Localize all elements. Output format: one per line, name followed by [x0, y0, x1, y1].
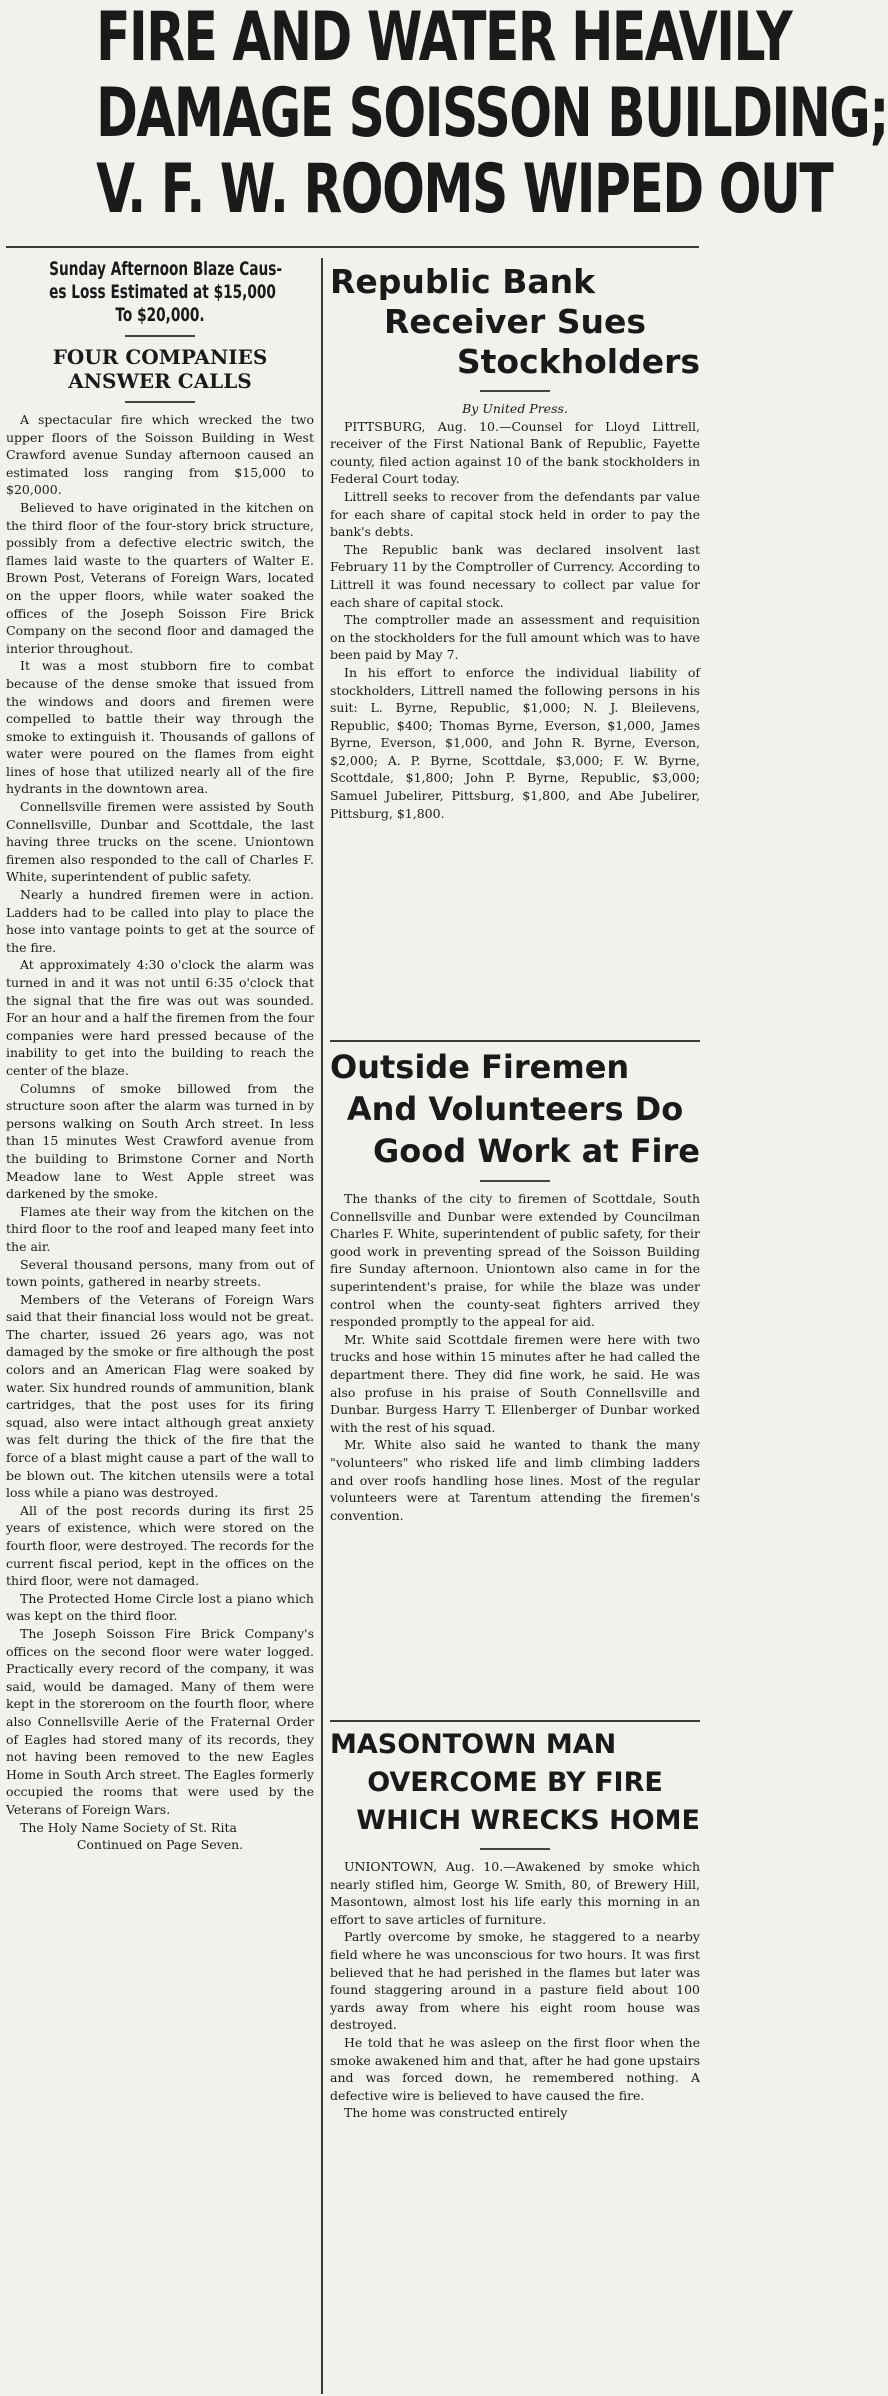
article-paragraph: The Republic bank was declared insolvent last February 11 by the Comptroller of Currency. According to Littrell it was found necessary to collect par value for each share of capital stock.: [330, 541, 700, 610]
article-paragraph: The home was constructed entirely: [344, 2105, 568, 2121]
firemen-headline-2: And Volunteers Do: [346, 1090, 684, 1128]
continued-note: Continued on Page Seven.: [76, 1837, 244, 1853]
article-paragraph: It was a most stubborn fire to combat because of the dense smoke that issued from the windows and doors and firemen were compelled to battle their way through the smoke to extinguish it. Thousands of gallons of water were poured on the flames from eight lines of hose that utilized nearly all of the fire hydrants in the downtown area.: [6, 658, 314, 797]
main-headline: [6, 0, 888, 232]
article-paragraph: Nearly a hundred firemen were in action. Ladders had to be called into play to place the hose into vantage points to get at the source of the fire.: [6, 887, 314, 955]
firemen-headline-3: Good Work at Fire: [373, 1132, 700, 1170]
article-paragraph: All of the post records during its first 25 years of existence, which were stored on the fourth floor, were destroyed. The records for the current fiscal period, kept in the offices on the third floor, were not damaged.: [6, 1502, 314, 1589]
deck-line-2: es Loss Estimated at $15,000: [49, 281, 276, 303]
main-article-body: [6, 411, 314, 1854]
article-paragraph: Flames ate their way from the kitchen on the third floor to the roof and leaped many feet into the air.: [6, 1203, 314, 1254]
firemen-article: [330, 1046, 700, 1716]
main-headline-line-1: FIRE AND WATER HEAVILY: [96, 0, 792, 77]
article-paragraph: The Joseph Soisson Fire Brick Company's offices on the second floor were water logged. Practically every record of the company, it was said, would be damaged. Many of them were kept in the storeroom on the fourth floor, where also Connellsville Aerie of the Fraternal Order of Eagles had stored many of its records, they not having been removed to the new Eagles Home in South Arch street. The Eagles formerly occupied the rooms that were used by the Veterans of Foreign Wars.: [6, 1625, 314, 1817]
column-rule: [321, 258, 323, 2394]
section-rule-2: [330, 1720, 700, 1722]
article-paragraph: The Holy Name Society of St. Rita: [20, 1819, 237, 1835]
deck-line-3: To $20,000.: [115, 304, 205, 326]
article-paragraph: In his effort to enforce the individual liability of stockholders, Littrell named the following persons in his suit: L. Byrne, Republic, $1,000; N. J. Bleilevens, Republic, $400; Thomas Byrne, Everson, $1,000, James Byrne, Everson, $1,000, and John R. Byrne, Everson, $2,000; A. P. Byrne, Scottdale, $3,000; F. W. Byrne, Scottdale, $1,800; John P. Byrne, Republic, $3,000; Samuel Jubelirer, Pittsburg, $1,800, and Abe Jubelirer, Pittsburg, $1,800.: [330, 664, 700, 821]
article-paragraph: Mr. White also said he wanted to thank the many "volunteers" who risked life and limb climbing ladders and over roofs handling hose lines. Most of the regular volunteers were at Tarentum attending the firemen's convention.: [330, 1437, 700, 1523]
masontown-headline-3: WHICH WRECKS HOME: [356, 1805, 700, 1836]
republic-headline: Republic Bank: [330, 262, 596, 301]
republic-byline: By United Press.: [462, 401, 568, 416]
masontown-separator: [480, 1848, 550, 1850]
republic-article: [330, 262, 700, 1036]
firemen-separator: [480, 1180, 550, 1182]
article-paragraph: Columns of smoke billowed from the structure soon after the alarm was turned in by persons walking on South Arch street. In less than 15 minutes West Crawford avenue from the building to Brimstone Corner and North Meadow lane to West Apple street was darkened by the smoke.: [6, 1080, 314, 1202]
article-paragraph: A spectacular fire which wrecked the two upper floors of the Soisson Building in West Crawford avenue Sunday afternoon caused an estimated loss ranging from $15,000 to $20,000.: [6, 412, 314, 498]
article-paragraph: Several thousand persons, many from out of town points, gathered in nearby streets.: [6, 1256, 314, 1290]
right-column: [330, 262, 700, 2394]
article-paragraph: PITTSBURG, Aug. 10.—Counsel for Lloyd Littrell, receiver of the First National Bank of Republic, Fayette county, filed action against 10 of the bank stockholders in Federal Court today.: [330, 418, 700, 487]
article-paragraph: At approximately 4:30 o'clock the alarm was turned in and it was not until 6:35 o'clock that the signal that the fire was out was sounded. For an hour and a half the firemen from the four companies were hard pressed because of the inability to get into the building to reach the center of the blaze.: [6, 957, 314, 1078]
main-headline-line-3: V. F. W. ROOMS WIPED OUT: [96, 150, 833, 229]
republic-headline-2: Receiver Sues: [384, 302, 646, 341]
section-rule-1: [330, 1040, 700, 1042]
masthead-rule: [6, 246, 699, 248]
masontown-headline-2: OVERCOME BY FIRE: [367, 1767, 663, 1798]
article-paragraph: The Protected Home Circle lost a piano which was kept on the third floor.: [6, 1590, 314, 1624]
article-paragraph: The thanks of the city to firemen of Scottdale, South Connellsville and Dunbar were extended by Councilman Charles F. White, superintendent of public safety, for their good work in preventing spread of the Soisson Building fire Sunday afternoon. Uniontown also came in for the superintendent's praise, for while the blaze was under control when the county-seat fighters arrived they responded promptly to the appeal for aid.: [330, 1191, 700, 1330]
article-paragraph: He told that he was asleep on the first floor when the smoke awakened him and that, after he had gone upstairs and was forced down, he remembered nothing. A defective wire is believed to have caused the fire.: [330, 2034, 700, 2103]
deck-line-1: Sunday Afternoon Blaze Caus-: [49, 258, 283, 280]
article-paragraph: Littrell seeks to recover from the defendants par value for each share of capital stock held in order to pay the bank's debts.: [330, 488, 700, 540]
article-paragraph: Mr. White said Scottdale firemen were here with two trucks and hose within 15 minutes after he had called the department there. They did fine work, he said. He was also profuse in his praise of South Connellsville and Dunbar. Burgess Harry T. Ellenberger of Dunbar worked with the rest of his squad.: [330, 1331, 700, 1435]
republic-separator: [480, 390, 550, 392]
main-headline-line-2: DAMAGE SOISSON BUILDING;: [96, 74, 888, 153]
article-paragraph: The comptroller made an assessment and requisition on the stockholders for the full amount which was to have been paid by May 7.: [330, 612, 700, 663]
article-paragraph: Partly overcome by smoke, he staggered to a nearby field where he was unconscious for two hours. It was first believed that he had perished in the flames but later was found staggering around in a pasture field about 100 yards away from where his eight room house was destroyed.: [330, 1929, 700, 2033]
republic-headline-3: Stockholders: [456, 342, 700, 381]
subhead: FOUR COMPANIES ANSWER CALLS: [52, 345, 268, 393]
masontown-article: [330, 1726, 700, 2396]
article-paragraph: Believed to have originated in the kitchen on the third floor of the four-story brick structure, possibly from a defective electric switch, the flames laid waste to the quarters of Walter E. Brown Post, Veterans of Foreign Wars, located on the upper floors, while water soaked the offices of the Joseph Soisson Fire Brick Company on the second floor and damaged the interior throughout.: [6, 499, 314, 656]
article-paragraph: Connellsville firemen were assisted by South Connellsville, Dunbar and Scottdale, the last having three trucks on the scene. Uniontown firemen also responded to the call of Charles F. White, superintendent of public safety.: [6, 799, 314, 885]
masontown-headline: MASONTOWN MAN: [330, 1729, 617, 1760]
article-paragraph: Members of the Veterans of Foreign Wars said that their financial loss would not be great. The charter, issued 26 years ago, was not damaged by the smoke or fire although the post colors and an American Flag were soaked by water. Six hundred rounds of ammunition, blank cartridges, that the post uses for its firing squad, also were intact although great anxiety was felt during the thick of the fire that the force of a blast might cause a part of the wall to be blown out. The kitchen utensils were a total loss while a piano was destroyed.: [6, 1291, 314, 1501]
subhead-separator: [125, 401, 195, 403]
firemen-headline: Outside Firemen: [330, 1048, 630, 1086]
article-paragraph: UNIONTOWN, Aug. 10.—Awakened by smoke which nearly stifled him, George W. Smith, 80, of Brewery Hill, Masontown, almost lost his life early this morning in an effort to save articles of furniture.: [330, 1859, 700, 1927]
main-article: [6, 258, 314, 2394]
deck-separator: [125, 335, 195, 337]
